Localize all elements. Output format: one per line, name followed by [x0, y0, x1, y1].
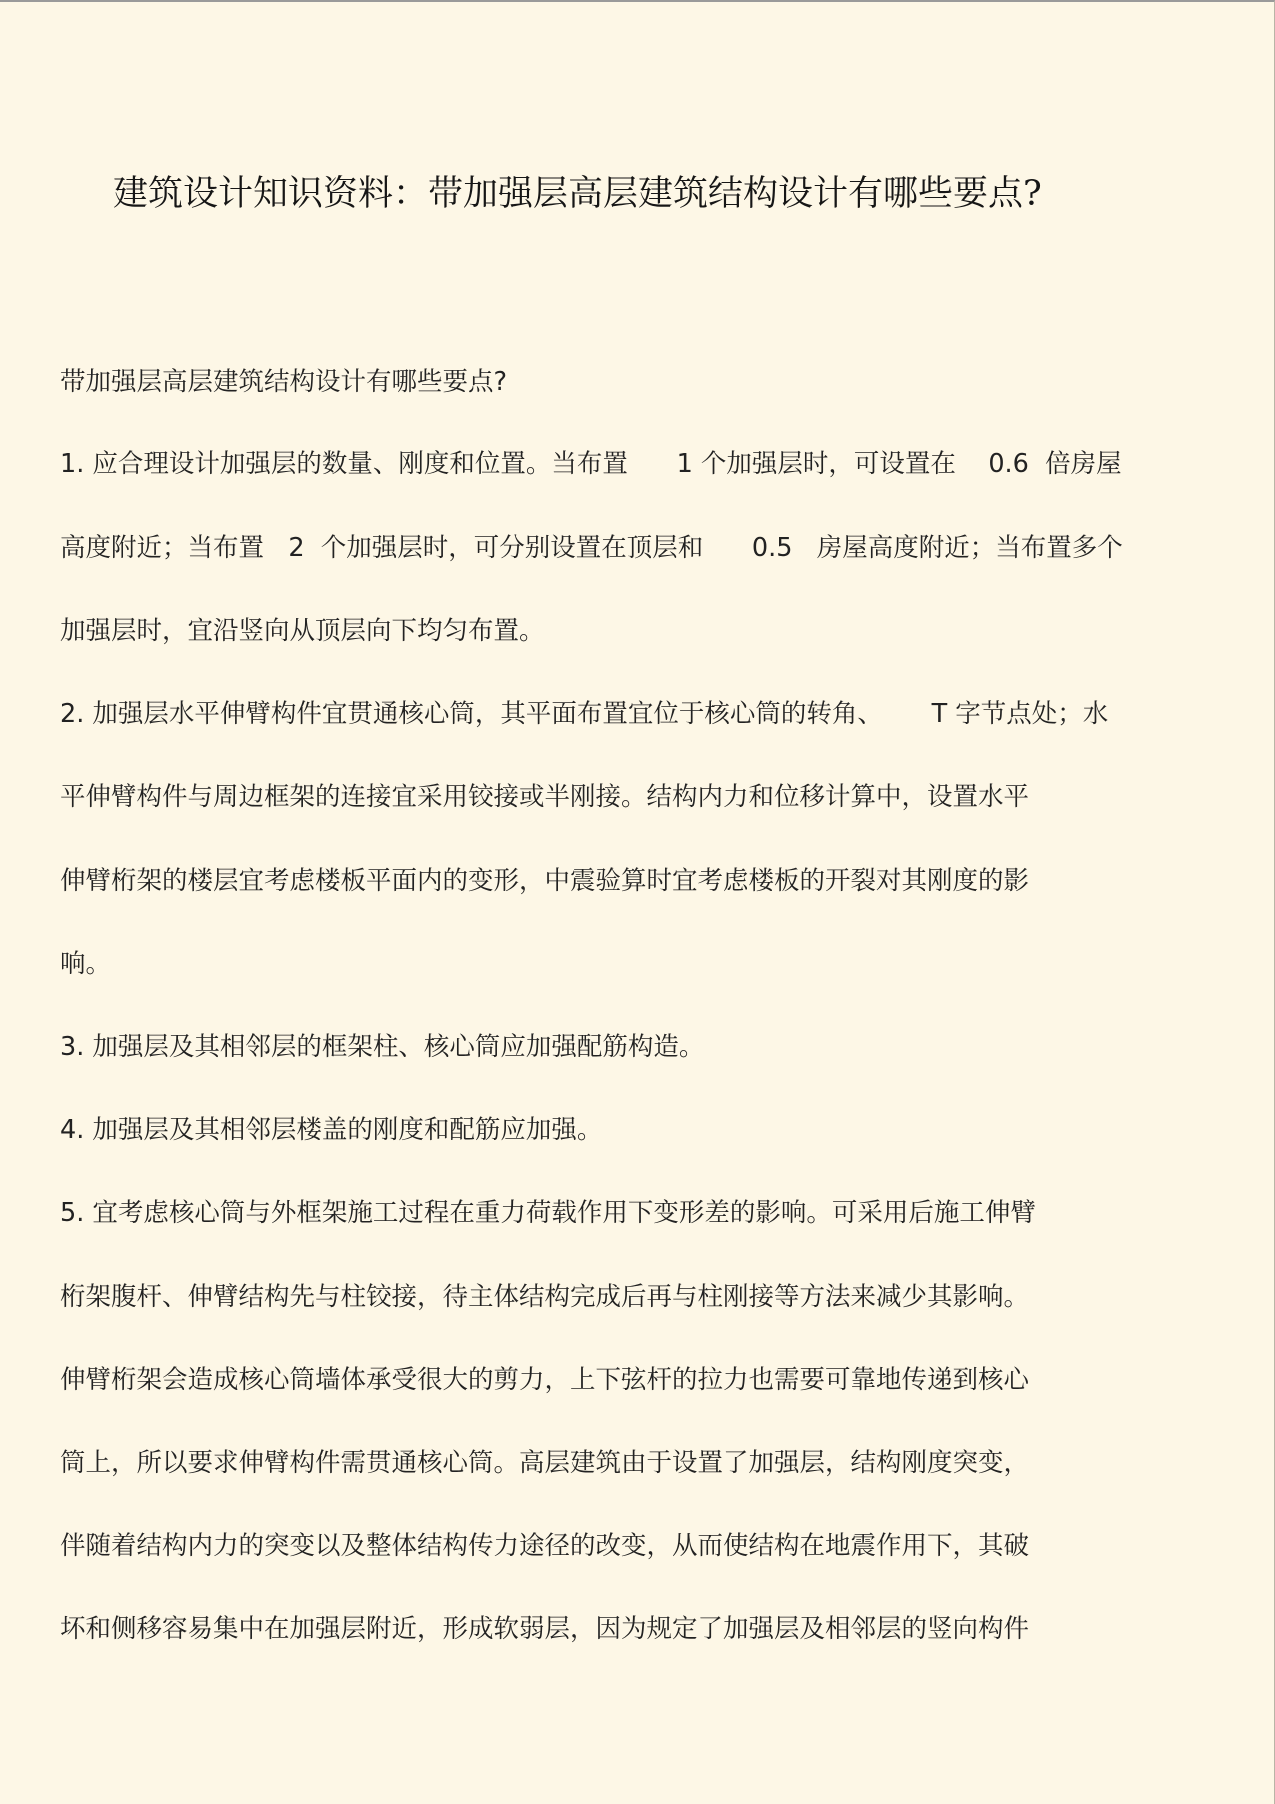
paragraph-line: 3. 加强层及其相邻层的框架柱、核心筒应加强配筋构造。 — [60, 1032, 705, 1062]
paragraph-line: 筒上，所以要求伸臂构件需贯通核心筒。高层建筑由于设置了加强层，结构刚度突变， — [60, 1448, 1030, 1478]
paragraph-line: 4. 加强层及其相邻层楼盖的刚度和配筋应加强。 — [60, 1115, 603, 1145]
paragraph-line: 5. 宜考虑核心筒与外框架施工过程在重力荷载作用下变形差的影响。可采用后施工伸臂 — [60, 1198, 1036, 1228]
paragraph-line: 坏和侧移容易集中在加强层附近，形成软弱层，因为规定了加强层及相邻层的竖向构件 — [60, 1614, 1030, 1644]
section-heading: 带加强层高层建筑结构设计有哪些要点? — [60, 367, 508, 397]
paragraph-line: 伸臂桁架的楼层宜考虑楼板平面内的变形，中震验算时宜考虑楼板的开裂对其刚度的影 — [60, 866, 1030, 896]
document-title: 建筑设计知识资料：带加强层高层建筑结构设计有哪些要点? — [113, 174, 1042, 214]
paragraph-line: 平伸臂构件与周边框架的连接宜采用铰接或半刚接。结构内力和位移计算中，设置水平 — [60, 782, 1030, 812]
paragraph-line: 2. 加强层水平伸臂构件宜贯通核心筒，其平面布置宜位于核心筒的转角、 T 字节点处；水 — [60, 699, 1109, 729]
paragraph-line: 1. 应合理设计加强层的数量、刚度和位置。当布置 1 个加强层时，可设置在 0.6 倍房屋 — [60, 449, 1122, 479]
paragraph-line: 伸臂桁架会造成核心筒墙体承受很大的剪力，上下弦杆的拉力也需要可靠地传递到核心 — [60, 1365, 1030, 1395]
paragraph-line: 桁架腹杆、伸臂结构先与柱铰接，待主体结构完成后再与柱刚接等方法来减少其影响。 — [60, 1282, 1030, 1312]
paragraph-line: 高度附近；当布置 2 个加强层时，可分别设置在顶层和 0.5 房屋高度附近；当布置多个 — [60, 533, 1123, 563]
paragraph-line: 加强层时，宜沿竖向从顶层向下均匀布置。 — [60, 616, 545, 646]
paragraph-line: 响。 — [60, 949, 112, 979]
paragraph-line: 伴随着结构内力的突变以及整体结构传力途径的改变，从而使结构在地震作用下，其破 — [60, 1531, 1030, 1561]
